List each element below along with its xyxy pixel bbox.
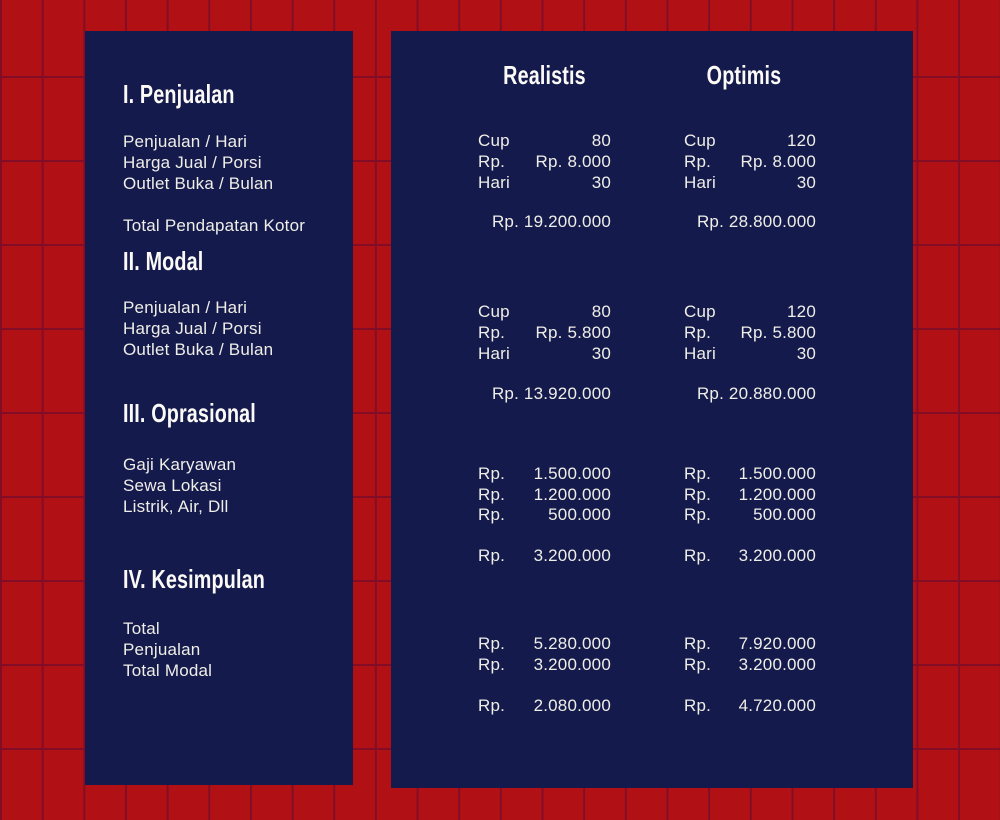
row-label: Rp. [478, 634, 506, 653]
row-value: 1.500.000 [738, 464, 816, 483]
row-value: Rp. 20.880.000 [696, 384, 816, 403]
table-row [478, 633, 611, 654]
table-row [684, 301, 816, 322]
row-value: 80 [591, 302, 611, 321]
table-row [478, 484, 611, 505]
row-value: 3.200.000 [533, 655, 611, 674]
row-value: 1.200.000 [533, 485, 611, 504]
row-label: Rp. [684, 546, 712, 565]
row-value: 80 [591, 131, 611, 150]
total-row [478, 695, 611, 716]
row-label: Cup [478, 302, 510, 321]
table-row [684, 130, 816, 151]
line-item: Gaji Karyawan [123, 455, 237, 474]
row-label: Rp. [684, 152, 712, 171]
row-label: Hari [478, 173, 510, 192]
line-item: Penjualan / Hari [123, 298, 248, 317]
table-row [684, 172, 816, 193]
row-label: Rp. [478, 696, 506, 715]
row-value: Rp. 8.000 [535, 152, 611, 171]
row-label: Rp. [684, 655, 712, 674]
row-label: Rp. [478, 655, 506, 674]
line-item: Penjualan / Hari [123, 132, 248, 151]
row-value: Rp. 19.200.000 [491, 212, 611, 231]
table-row [684, 504, 816, 525]
table-row [684, 322, 816, 343]
row-value: 4.720.000 [738, 696, 816, 715]
table-row [684, 343, 816, 364]
row-value: 3.200.000 [738, 655, 816, 674]
total-row [684, 211, 816, 232]
section-title-oprasional: III. Oprasional [123, 398, 256, 428]
row-label: Rp. [478, 323, 506, 342]
total-row [478, 211, 611, 232]
row-value: 30 [591, 344, 611, 363]
row-value: Rp. 28.800.000 [696, 212, 816, 231]
column-header-realistis: Realistis [503, 60, 586, 90]
line-item: Total Modal [123, 661, 213, 680]
table-row [684, 633, 816, 654]
total-row [478, 383, 611, 404]
row-label: Rp. [478, 152, 506, 171]
row-label: Rp. [684, 696, 712, 715]
row-label: Hari [684, 344, 716, 363]
row-label: Cup [684, 302, 716, 321]
row-value: Rp. 8.000 [740, 152, 816, 171]
table-row [478, 301, 611, 322]
row-value: Rp. 5.800 [535, 323, 611, 342]
table-row [478, 130, 611, 151]
section-title-modal: II. Modal [123, 246, 204, 276]
table-row [478, 343, 611, 364]
section-title-kesimpulan: IV. Kesimpulan [123, 564, 265, 594]
total-label: Total Pendapatan Kotor [123, 216, 306, 235]
line-item: Outlet Buka / Bulan [123, 174, 274, 193]
row-label: Rp. [478, 546, 506, 565]
table-row [478, 172, 611, 193]
total-row [684, 383, 816, 404]
section-title-penjualan: I. Penjualan [123, 79, 235, 109]
column-header-optimis: Optimis [706, 60, 782, 90]
table-row [478, 504, 611, 525]
row-label: Rp. [684, 464, 712, 483]
table-row [684, 151, 816, 172]
table-row [478, 151, 611, 172]
row-value: 120 [787, 302, 816, 321]
line-item: Penjualan [123, 640, 201, 659]
row-value: 3.200.000 [738, 546, 816, 565]
row-value: 500.000 [548, 505, 611, 524]
row-label: Rp. [684, 505, 712, 524]
row-label: Rp. [478, 485, 506, 504]
row-label: Cup [478, 131, 510, 150]
row-label: Cup [684, 131, 716, 150]
row-value: 500.000 [753, 505, 816, 524]
table-row [478, 322, 611, 343]
table-row [684, 484, 816, 505]
row-value: 30 [796, 173, 816, 192]
right-panel [391, 31, 913, 788]
row-label: Rp. [684, 634, 712, 653]
row-label: Rp. [478, 505, 506, 524]
row-label: Rp. [684, 485, 712, 504]
line-item: Listrik, Air, Dll [123, 497, 229, 516]
row-label: Hari [478, 344, 510, 363]
line-item: Sewa Lokasi [123, 476, 222, 495]
row-label: Rp. [684, 323, 712, 342]
row-value: 5.280.000 [533, 634, 611, 653]
table-row [684, 654, 816, 675]
row-value: 30 [796, 344, 816, 363]
left-panel [85, 31, 353, 785]
line-item: Harga Jual / Porsi [123, 153, 262, 172]
total-row [684, 695, 816, 716]
row-value: 3.200.000 [533, 546, 611, 565]
line-item: Harga Jual / Porsi [123, 319, 262, 338]
line-item: Total [123, 619, 160, 638]
table-row [478, 654, 611, 675]
table-row [684, 463, 816, 484]
line-item: Outlet Buka / Bulan [123, 340, 274, 359]
total-row [478, 545, 611, 566]
row-value: Rp. 5.800 [740, 323, 816, 342]
row-value: 120 [787, 131, 816, 150]
row-value: 1.200.000 [738, 485, 816, 504]
row-label: Hari [684, 173, 716, 192]
total-row [684, 545, 816, 566]
table-row [478, 463, 611, 484]
row-value: Rp. 13.920.000 [491, 384, 611, 403]
row-value: 2.080.000 [533, 696, 611, 715]
row-value: 30 [591, 173, 611, 192]
row-label: Rp. [478, 464, 506, 483]
row-value: 1.500.000 [533, 464, 611, 483]
row-value: 7.920.000 [738, 634, 816, 653]
